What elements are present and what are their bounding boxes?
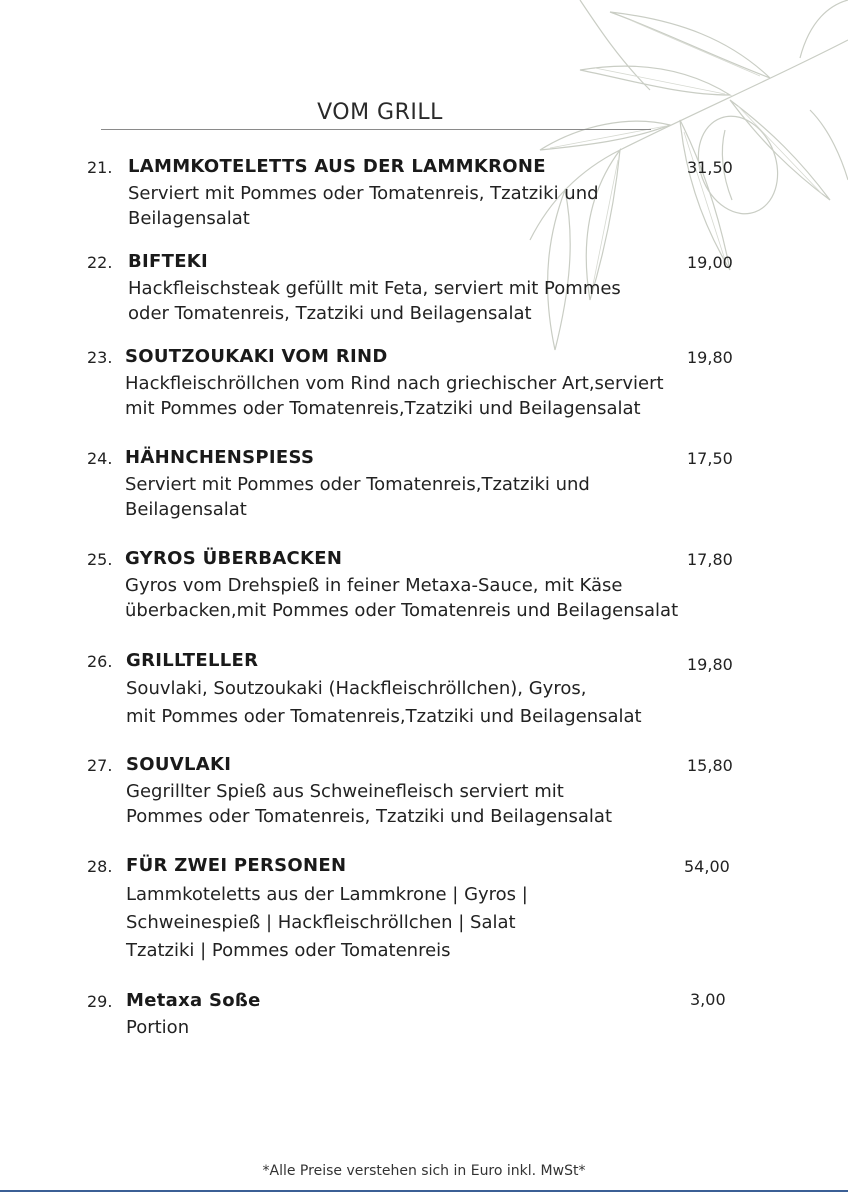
item-name: HÄHNCHENSPIESS (125, 447, 315, 468)
description-line: oder Tomatenreis, Tzatziki und Beilagensalat (128, 303, 532, 324)
item-name: Metaxa Soße (126, 990, 261, 1011)
item-name: FÜR ZWEI PERSONEN (126, 855, 347, 876)
item-price: 54,00 (684, 857, 730, 876)
item-price: 3,00 (690, 990, 726, 1009)
item-number: 27. (87, 756, 113, 775)
item-number: 21. (87, 158, 113, 177)
item-number: 26. (87, 652, 113, 671)
description-line: Souvlaki, Soutzoukaki (Hackfleischröllchen), Gyros, (126, 678, 587, 699)
description-line: Gyros vom Drehspieß in feiner Metaxa-Sauce, mit Käse (125, 575, 623, 596)
description-line: überbacken,mit Pommes oder Tomatenreis und Beilagensalat (125, 600, 679, 621)
item-number: 24. (87, 449, 113, 468)
item-description (126, 779, 612, 829)
item-name: SOUVLAKI (126, 754, 232, 775)
description-line: Hackfleischröllchen vom Rind nach griechischer Art,serviert (125, 373, 664, 394)
item-price: 31,50 (687, 158, 733, 177)
description-line: mit Pommes oder Tomatenreis,Tzatziki und Beilagensalat (125, 398, 641, 419)
title-divider (101, 129, 651, 130)
item-description (125, 472, 590, 522)
item-number: 22. (87, 253, 113, 272)
description-line: Pommes oder Tomatenreis, Tzatziki und Beilagensalat (126, 806, 613, 827)
item-name: SOUTZOUKAKI VOM RIND (125, 346, 388, 367)
item-description (126, 675, 642, 731)
item-description (125, 573, 678, 623)
item-description (126, 1015, 189, 1040)
item-description (125, 371, 664, 421)
item-number: 29. (87, 992, 113, 1011)
description-line: mit Pommes oder Tomatenreis,Tzatziki und Beilagensalat (126, 706, 642, 727)
price-footnote: *Alle Preise verstehen sich in Euro inkl. MwSt* (262, 1163, 586, 1179)
description-line: Hackfleischsteak gefüllt mit Feta, serviert mit Pommes (128, 278, 621, 299)
item-price: 19,00 (687, 253, 733, 272)
item-number: 28. (87, 857, 113, 876)
item-price: 19,80 (687, 348, 733, 367)
item-price: 19,80 (687, 655, 733, 674)
item-description (126, 881, 528, 965)
item-price: 17,80 (687, 550, 733, 569)
description-line: Serviert mit Pommes oder Tomatenreis, Tzatziki und (128, 183, 599, 204)
item-name: GYROS ÜBERBACKEN (125, 548, 343, 569)
section-title: VOM GRILL (317, 100, 443, 125)
description-line: Portion (126, 1017, 190, 1038)
item-description (128, 276, 621, 326)
bottom-border (0, 1190, 848, 1192)
item-name: GRILLTELLER (126, 650, 259, 671)
description-line: Lammkoteletts aus der Lammkrone | Gyros | (126, 884, 528, 905)
item-number: 25. (87, 550, 113, 569)
description-line: Serviert mit Pommes oder Tomatenreis,Tzatziki und (125, 474, 590, 495)
item-description (128, 181, 599, 231)
description-line: Gegrillter Spieß aus Schweinefleisch serviert mit (126, 781, 564, 802)
item-price: 15,80 (687, 756, 733, 775)
description-line: Beilagensalat (128, 208, 250, 229)
description-line: Tzatziki | Pommes oder Tomatenreis (126, 940, 451, 961)
item-number: 23. (87, 348, 113, 367)
item-name: LAMMKOTELETTS AUS DER LAMMKRONE (128, 156, 546, 177)
description-line: Schweinespieß | Hackfleischröllchen | Salat (126, 912, 516, 933)
description-line: Beilagensalat (125, 499, 247, 520)
item-price: 17,50 (687, 449, 733, 468)
item-name: BIFTEKI (128, 251, 209, 272)
